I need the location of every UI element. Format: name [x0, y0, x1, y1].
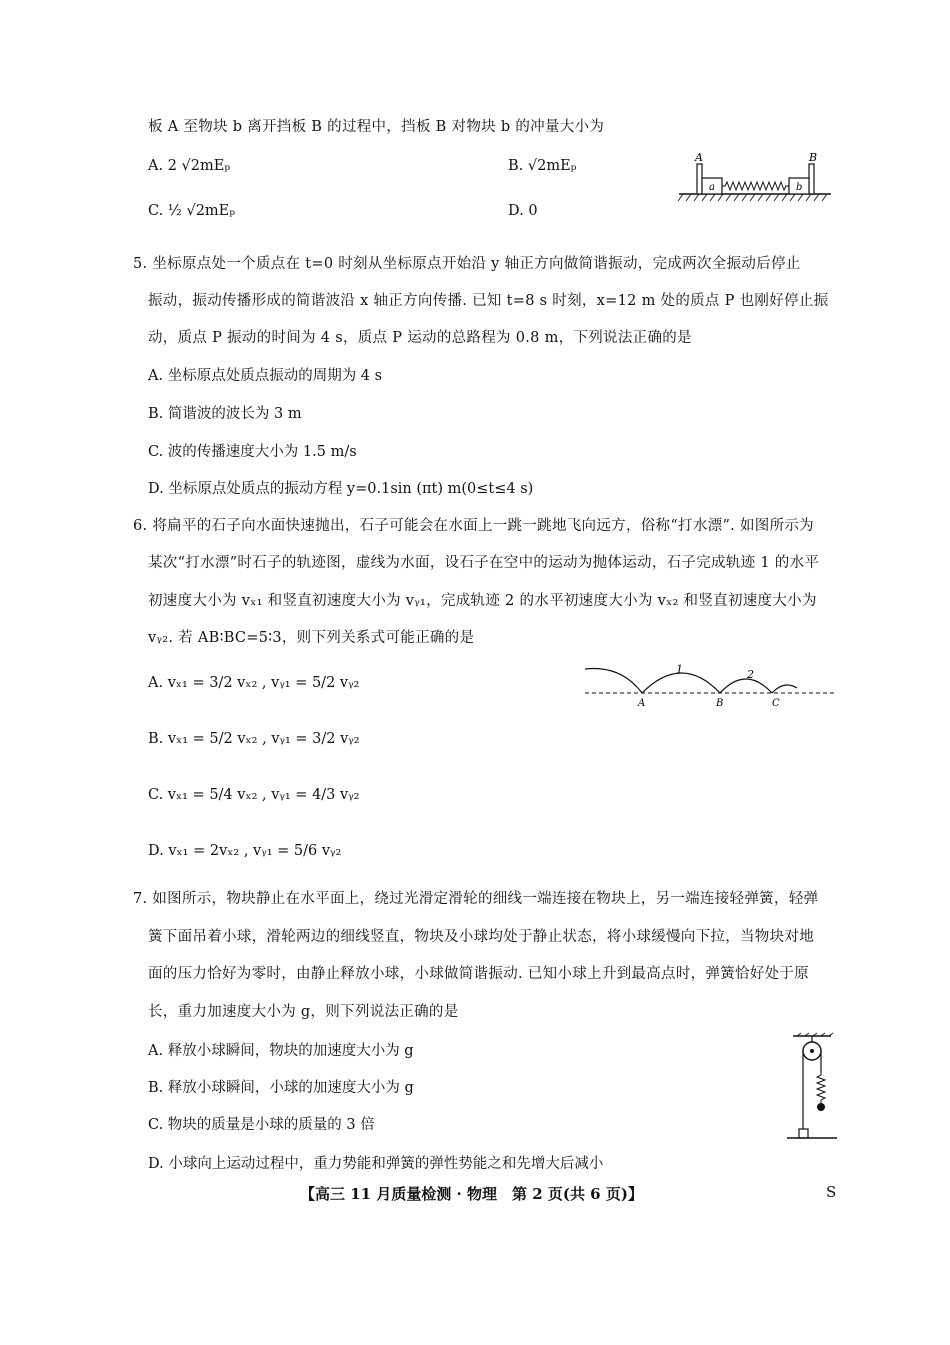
q7-line-2: 簧下面吊着小球，滑轮两边的细线竖直，物块及小球均处于静止状态，将小球缓慢向下拉，当物块对地	[148, 929, 814, 945]
trajectory-2	[720, 679, 772, 693]
q6-line-4: vᵧ₂. 若 AB∶BC=5∶3，则下列关系式可能正确的是	[148, 630, 475, 646]
label-plate-b: B	[809, 151, 818, 164]
small-ball	[817, 1103, 825, 1111]
plate-a	[697, 164, 702, 194]
q6-line-3: 初速度大小为 vₓ₁ 和竖直初速度大小为 vᵧ₁，完成轨迹 2 的水平初速度大小为 vₓ₂ 和竖直初速度大小为	[148, 593, 817, 609]
incoming-path	[585, 669, 642, 694]
q5-option-b: B. 简谐波的波长为 3 m	[148, 406, 302, 422]
q6-option-c: C. vₓ₁ = 5/4 vₓ₂ , vᵧ₁ = 4/3 vᵧ₂	[148, 787, 360, 803]
label-block-b: b	[796, 182, 803, 193]
label-point-c: C	[772, 698, 780, 709]
label-trajectory-2: 2	[747, 668, 754, 681]
q7-figure-pulley-spring	[785, 1033, 840, 1143]
q4-option-c: C. ½ √2mEₚ	[148, 203, 236, 219]
spring	[722, 182, 789, 190]
version-mark: S	[826, 1183, 837, 1201]
spring	[817, 1073, 825, 1103]
q4-option-b: B. √2mEₚ	[508, 158, 577, 174]
q5-option-c: C. 波的传播速度大小为 1.5 m/s	[148, 444, 357, 460]
q5-option-d: D. 坐标原点处质点的振动方程 y=0.1sin (πt) m(0≤t≤4 s)	[148, 481, 534, 497]
q4-figure-spring-blocks	[675, 150, 835, 206]
q7-option-c: C. 物块的质量是小球的质量的 3 倍	[148, 1117, 375, 1133]
q4-option-d: D. 0	[508, 203, 538, 219]
q7-option-a: A. 释放小球瞬间，物块的加速度大小为 g	[148, 1043, 414, 1059]
q5-line-2: 振动，振动传播形成的简谐波沿 x 轴正方向传播. 已知 t=8 s 时刻，x=12 m 处的质点 P 也刚好停止振	[148, 293, 829, 309]
label-point-b: B	[716, 698, 724, 709]
q6-option-a: A. vₓ₁ = 3/2 vₓ₂ , vᵧ₁ = 5/2 vᵧ₂	[148, 675, 360, 691]
label-point-a: A	[638, 698, 646, 709]
q6-figure-skipping-stone	[585, 660, 840, 712]
q5-option-a: A. 坐标原点处质点振动的周期为 4 s	[148, 368, 383, 384]
trajectory-1	[642, 673, 720, 693]
q6-line-2: 某次“打水漂”时石子的轨迹图，虚线为水面，设石子在空中的运动为抛体运动，石子完成轨迹 1 的水平	[148, 555, 820, 571]
q7-option-d: D. 小球向上运动过程中，重力势能和弹簧的弹性势能之和先增大后减小	[148, 1156, 604, 1172]
q6-option-d: D. vₓ₁ = 2vₓ₂ , vᵧ₁ = 5/6 vᵧ₂	[148, 843, 342, 859]
q4-stem-end: 板 A 至物块 b 离开挡板 B 的过程中，挡板 B 对物块 b 的冲量大小为	[148, 119, 605, 135]
q5-line-1: 5. 坐标原点处一个质点在 t=0 时刻从坐标原点开始沿 y 轴正方向做简谐振动，完成两次全振动后停止	[133, 256, 801, 272]
q7-line-4: 长，重力加速度大小为 g，则下列说法正确的是	[148, 1004, 459, 1020]
q4-option-a: A. 2 √2mEₚ	[148, 158, 231, 174]
q6-line-1: 6. 将扁平的石子向水面快速抛出，石子可能会在水面上一跳一跳地飞向远方，俗称“打水漂”. 如图所示为	[133, 518, 814, 534]
block	[799, 1129, 808, 1138]
label-block-a: a	[709, 182, 715, 193]
trajectory-3	[772, 685, 797, 693]
q7-line-1: 7. 如图所示，物块静止在水平面上，绕过光滑定滑轮的细线一端连接在物块上，另一端连接轻弹簧，轻弹	[133, 891, 819, 907]
q6-option-b: B. vₓ₁ = 5/2 vₓ₂ , vᵧ₁ = 3/2 vᵧ₂	[148, 731, 360, 747]
q5-line-3: 动，质点 P 振动的时间为 4 s，质点 P 运动的总路程为 0.8 m，下列说法正确的是	[148, 330, 692, 346]
label-trajectory-1: 1	[676, 663, 683, 676]
q7-line-3: 面的压力恰好为零时，由静止释放小球，小球做简谐振动. 已知小球上升到最高点时，弹簧恰好处于原	[148, 966, 810, 982]
q7-option-b: B. 释放小球瞬间，小球的加速度大小为 g	[148, 1080, 414, 1096]
page-footer: 【高三 11 月质量检测 · 物理 第 2 页(共 6 页)】	[300, 1185, 643, 1203]
label-plate-a: A	[695, 151, 703, 164]
plate-b	[809, 164, 814, 194]
